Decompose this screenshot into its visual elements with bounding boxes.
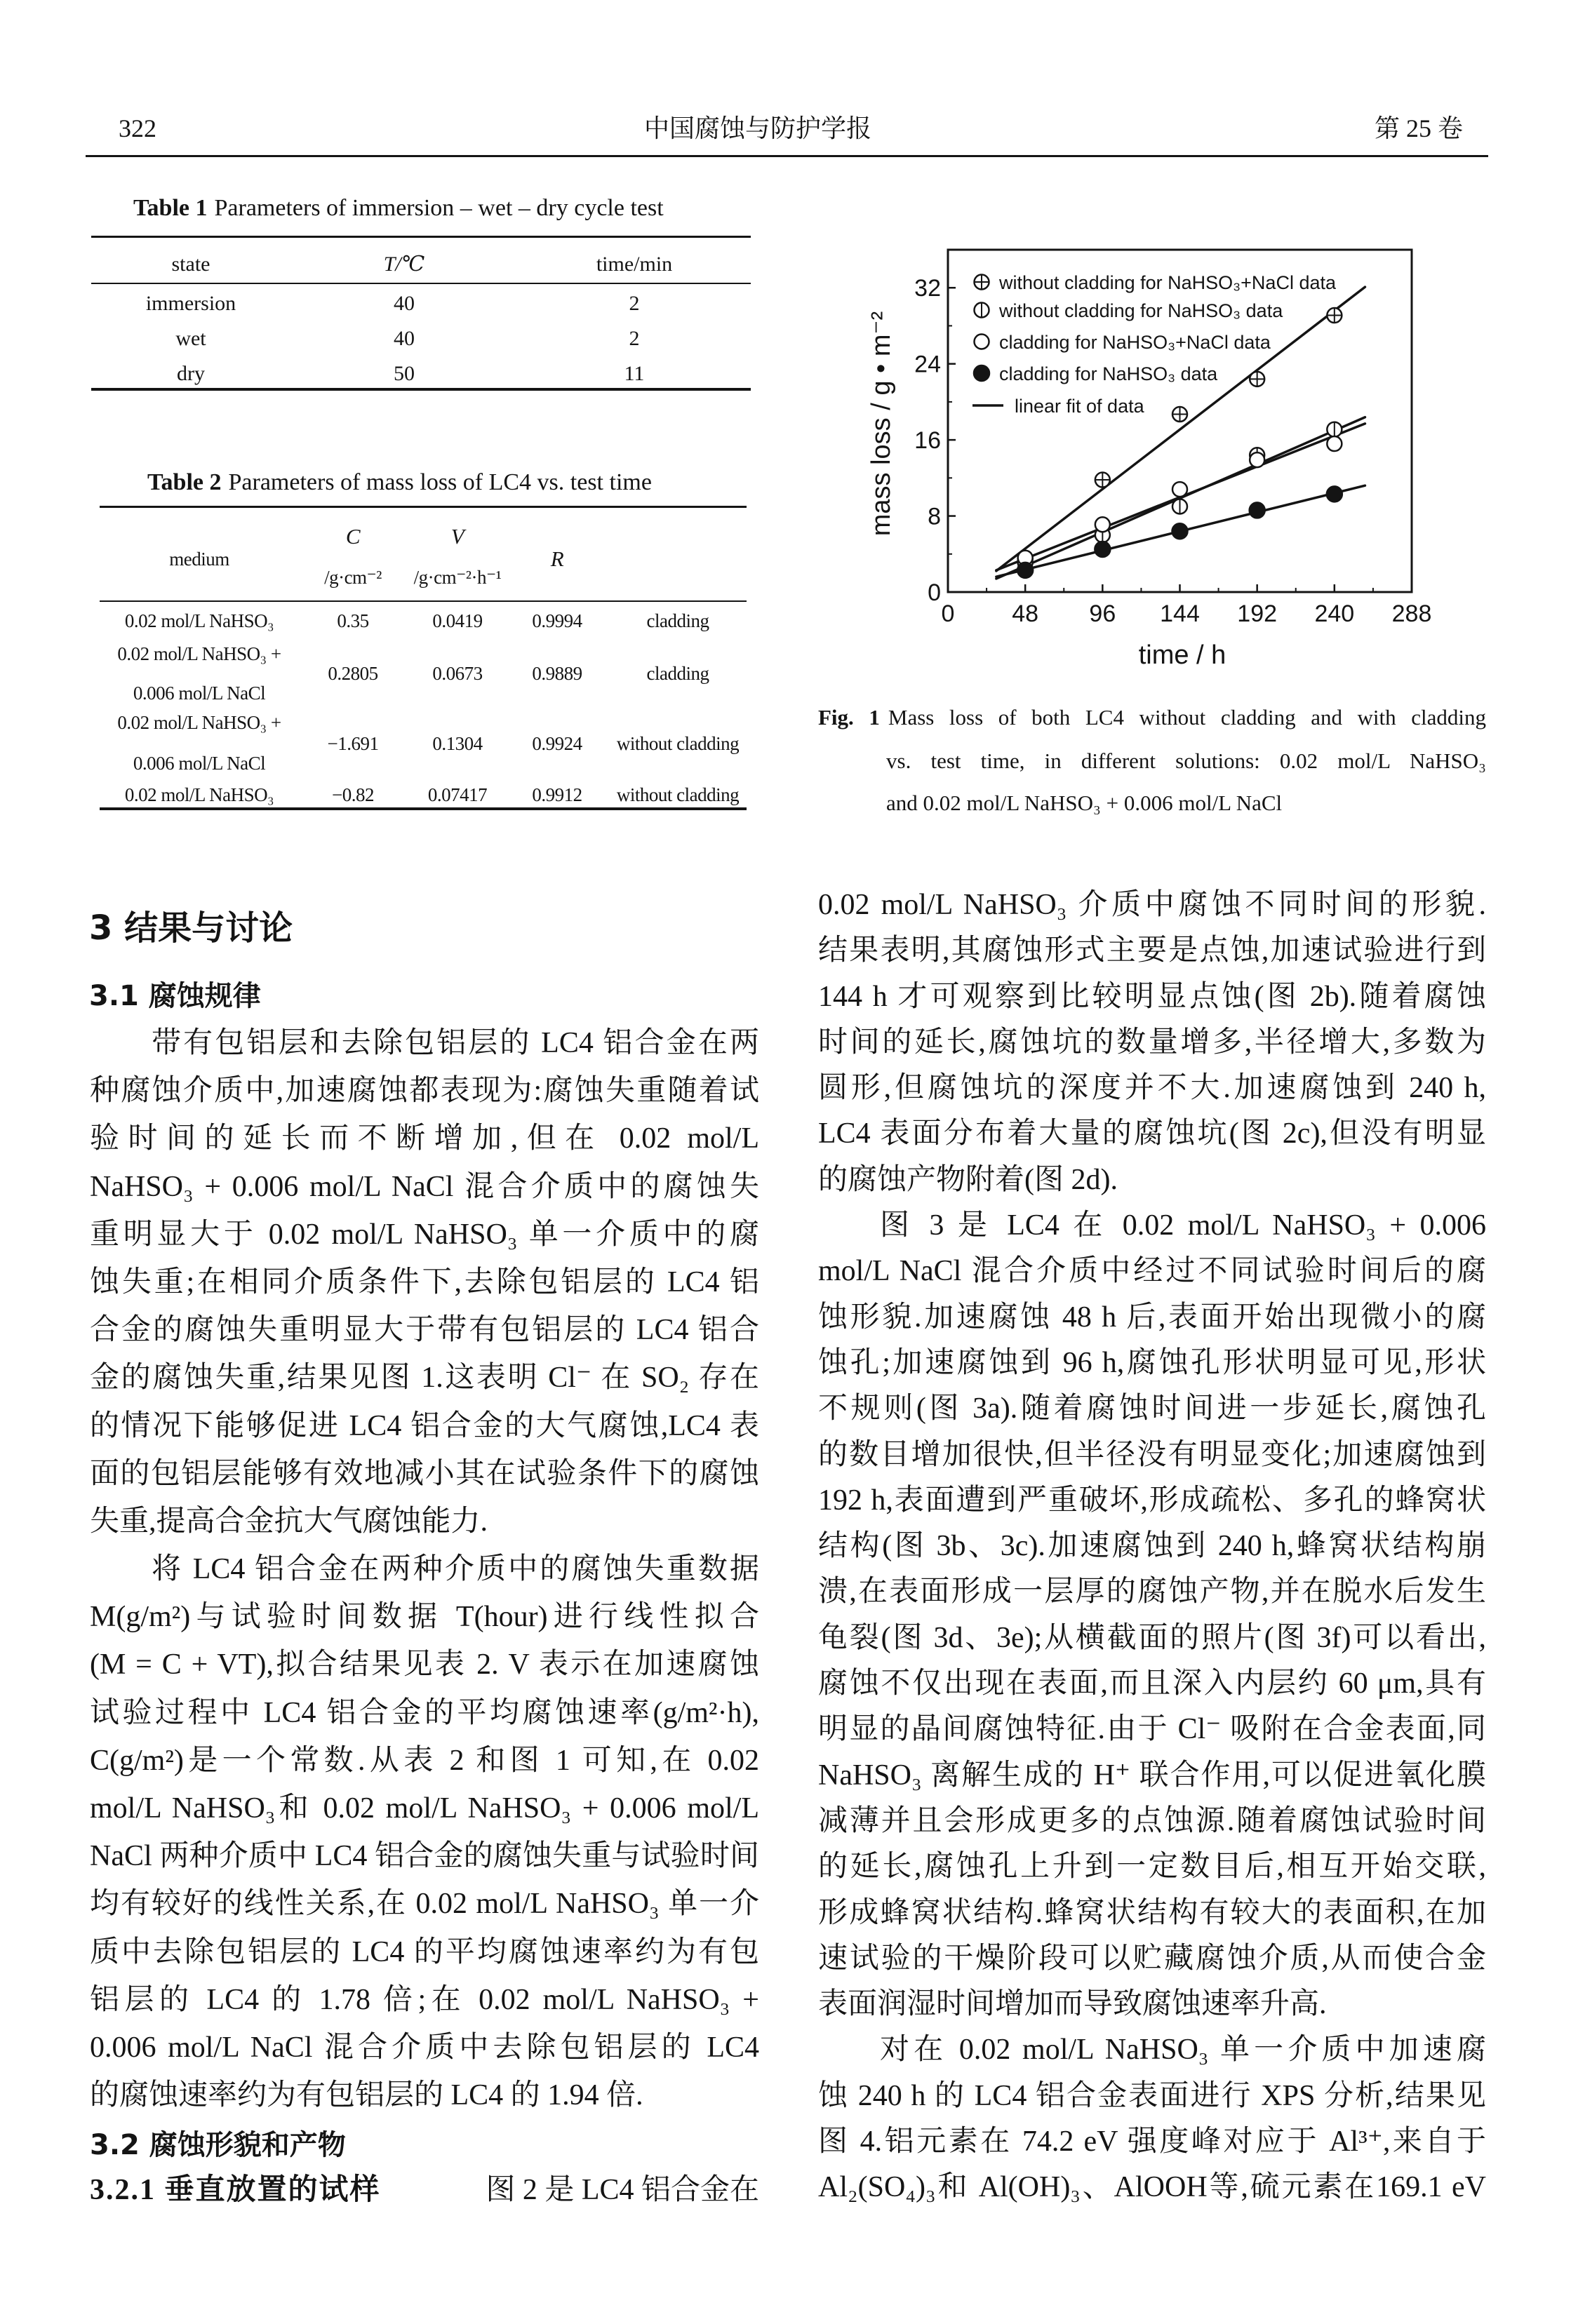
y-tick-label: 8 (928, 503, 941, 530)
table2-cell-r: 0.9912 (532, 784, 582, 805)
table2-cell-c: −1.691 (327, 733, 379, 754)
text-line: 图 4.铝元素在 74.2 eV 强度峰对应于 Al³⁺,来自于 (818, 2125, 1486, 2158)
table2-cell-r: 0.9889 (532, 663, 582, 684)
table1-cell: 40 (394, 292, 415, 315)
text-line: 减薄并且会形成更多的点蚀源.随着腐蚀试验时间 (818, 1804, 1486, 1837)
table2-header-v-unit: /g·cm⁻²·h⁻¹ (413, 567, 502, 588)
figure1-caption-line (818, 704, 1486, 732)
subsection-heading: 3.1 腐蚀规律 (89, 980, 261, 1012)
text-line: 0.02 mol/L NaHSO₃ 介质中腐蚀不同时间的形貌. (818, 889, 1486, 921)
text-line: 验时间的延长而不断增加,但在 0.02 mol/L (90, 1122, 759, 1155)
text-line: 腐蚀不仅出现在表面,而且深入内层约 60 μm,具有 (818, 1667, 1486, 1700)
right-column-body (818, 882, 1486, 2211)
text-line: LC4 表面分布着大量的腐蚀坑(图 2c),但没有明显 (818, 1117, 1486, 1150)
table2-cell-c: 0.35 (337, 610, 369, 631)
text-line: Al₂(SO₄)₃和 Al(OH)₃、AlOOH等,硫元素在169.1 eV (818, 2171, 1486, 2204)
circle-plus-marker-icon (1172, 407, 1187, 422)
legend-circle-plus-marker-icon (975, 275, 989, 290)
filled-circle-marker-icon (1250, 502, 1265, 518)
filled-circle-marker-icon-circle (1172, 523, 1188, 539)
text-line: 的延长,腐蚀孔上升到一定数目后,相互开始交联, (818, 1851, 1486, 1883)
table2-cell-v: 0.1304 (432, 733, 483, 754)
table2-cell-type: cladding (646, 663, 709, 684)
legend-label: cladding for NaHSO₃+NaCl data (999, 332, 1271, 353)
filled-circle-marker-icon (1172, 523, 1188, 539)
circle-plus-marker-icon (1250, 372, 1264, 387)
text-line: 重明显大于 0.02 mol/L NaHSO₃ 单一介质中的腐 (90, 1218, 759, 1251)
x-tick-label: 144 (1160, 600, 1200, 627)
table2-header-rule (100, 600, 747, 602)
table1-cell: 50 (394, 362, 415, 385)
text-line: M(g/m²)与试验时间数据 T(hour)进行线性拟合 (90, 1601, 759, 1634)
x-tick-label: 288 (1391, 600, 1432, 627)
x-tick-label: 240 (1314, 600, 1355, 627)
mass-loss-chart (828, 231, 1502, 680)
text-line: 龟裂(图 3d、3e);从横截面的照片(图 3f)可以看出, (818, 1621, 1486, 1654)
table2-cell-medium: 0.02 mol/L NaHSO₃ (124, 784, 274, 805)
text-line: 的数目增加很快,但半径没有明显变化;加速腐蚀到 (818, 1438, 1486, 1471)
table2-header-r: R (550, 546, 564, 571)
text-line: C(g/m²)是一个常数.从表 2 和图 1 可知,在 0.02 (90, 1744, 759, 1777)
table1-top-rule (91, 236, 751, 238)
text-line: 将 LC4 铝合金在两种介质中的腐蚀失重数据 (152, 1553, 759, 1586)
table1-title-text: Parameters of immersion – wet – dry cycle test (214, 195, 664, 221)
table1-header-temperature: T/℃ (383, 253, 425, 276)
text-line: mol/L NaHSO₃和 0.02 mol/L NaHSO₃ + 0.006 mol/L (90, 1792, 759, 1825)
filled-circle-marker-icon (1327, 486, 1342, 502)
table2-bottom-rule (100, 807, 747, 810)
filled-circle-marker-icon-circle (1250, 502, 1265, 518)
y-tick-label: 24 (914, 351, 941, 378)
circle-vbar-marker-icon (1327, 422, 1342, 437)
text-line: 失重,提高合金抗大气腐蚀能力. (90, 1505, 488, 1538)
open-circle-marker-icon-circle (1327, 436, 1342, 451)
circle-plus-marker-icon (1327, 308, 1342, 323)
x-tick-label: 192 (1237, 600, 1278, 627)
table2-cell-r: 0.9924 (532, 733, 582, 754)
table2-cell-medium: 0.02 mol/L NaHSO₃ + (117, 712, 281, 733)
text-line: 速试验的干燥阶段可以贮藏腐蚀介质,从而使合金 (818, 1942, 1486, 1975)
legend-label: cladding for NaHSO₃ data (999, 363, 1218, 384)
table2-cell-v: 0.0673 (432, 663, 483, 684)
text-line: 质中去除包铝层的 LC4 的平均腐蚀速率约为有包 (90, 1935, 759, 1968)
table2-cell-type: cladding (646, 610, 709, 631)
text-line: NaCl 两种介质中 LC4 铝合金的腐蚀失重与试验时间 (90, 1840, 759, 1873)
y-tick-label: 32 (914, 275, 941, 302)
text-line: 蚀失重;在相同介质条件下,去除包铝层的 LC4 铝 (90, 1265, 759, 1298)
table1-cell: wet (175, 327, 206, 350)
table2-header-c-unit: /g·cm⁻² (324, 567, 382, 588)
y-axis-title: mass loss / g • m⁻² (867, 311, 896, 537)
table2-cell-medium: 0.02 mol/L NaHSO₃ (124, 610, 274, 631)
subsubsection-heading: 3.2.1 垂直放置的试样 (90, 2174, 381, 2206)
table1-cell: immersion (145, 292, 236, 315)
legend-label: without cladding for NaHSO₃ data (999, 300, 1283, 321)
text-line: 144 h 才可观察到比较明显点蚀(图 2b).随着腐蚀 (818, 980, 1486, 1013)
text-line: 合金的腐蚀失重明显大于带有包铝层的 LC4 铝合 (90, 1314, 759, 1347)
text-line: 蚀形貌.加速腐蚀 48 h 后,表面开始出现微小的腐 (818, 1301, 1486, 1334)
x-tick-label: 96 (1089, 600, 1116, 627)
table2-cell-v: 0.0419 (432, 610, 483, 631)
table2-cell-medium: 0.006 mol/L NaCl (133, 683, 266, 704)
text-line: NaHSO₃ + 0.006 mol/L NaCl 混合介质中的腐蚀失 (90, 1170, 759, 1203)
chart-legend (972, 272, 1337, 417)
text-line: 的腐蚀速率约为有包铝层的 LC4 的 1.94 倍. (90, 2079, 643, 2112)
filled-circle-marker-icon (1095, 542, 1110, 557)
volume-label: 第 25 卷 (1375, 114, 1464, 142)
y-tick-label: 0 (928, 579, 941, 606)
table1-cell: 40 (394, 327, 415, 350)
text-line: 对在 0.02 mol/L NaHSO₃ 单一介质中加速腐 (880, 2034, 1486, 2067)
figure1-label: Fig. 1 (818, 705, 880, 730)
legend-label: without cladding for NaHSO₃+NaCl data (999, 272, 1336, 293)
filled-circle-marker-icon-circle (1327, 486, 1342, 502)
left-column-body (90, 1019, 759, 2119)
table1-label: Table 1 (133, 195, 208, 221)
x-tick-label: 48 (1012, 600, 1039, 627)
text-line: 的情况下能够促进 LC4 铝合金的大气腐蚀,LC4 表 (90, 1409, 759, 1442)
text-line: 表面润湿时间增加而导致腐蚀速率升高. (818, 1988, 1327, 2021)
open-circle-marker-icon-circle (1095, 517, 1110, 532)
table2-cell-v: 0.07417 (427, 784, 488, 805)
text-line: 时间的延长,腐蚀坑的数量增多,半径增大,多数为 (818, 1026, 1486, 1059)
table1-title (133, 194, 664, 222)
text-line: 金的腐蚀失重,结果见图 1.这表明 Cl⁻ 在 SO₂ 存在 (90, 1362, 759, 1395)
table1-header-rule (91, 283, 751, 284)
text-line: 形成蜂窝状结构.蜂窝状结构有较大的表面积,在加 (818, 1896, 1486, 1929)
table2-header-v: V (450, 524, 464, 549)
open-circle-marker-icon (1172, 482, 1187, 497)
circle-vbar-marker-icon (1172, 499, 1187, 514)
table2-cell-c: −0.82 (332, 784, 374, 805)
subsection-heading: 3.2 腐蚀形貌和产物 (90, 2129, 346, 2161)
text-line: 蚀孔;加速腐蚀到 96 h,腐蚀孔形状明显可见,形状 (818, 1346, 1486, 1379)
table2-cell-c: 0.2805 (328, 663, 378, 684)
figure1-caption-text: Mass loss of both LC4 without cladding and with cladding (888, 705, 1486, 730)
text-line: 不规则(图 3a).随着腐蚀时间进一步延长,腐蚀孔 (818, 1392, 1486, 1425)
subsubsection-text: 图 2 是 LC4 铝合金在 (486, 2174, 759, 2206)
legend-open-circle-marker-icon-circle (975, 335, 989, 349)
table1-bottom-rule (91, 388, 751, 391)
table2-header-medium: medium (169, 549, 229, 570)
table1-header-time: time/min (596, 253, 673, 276)
legend-label: linear fit of data (1015, 396, 1144, 417)
filled-circle-marker-icon-circle (1095, 542, 1110, 557)
table2-header-c: C (345, 524, 361, 549)
table1-cell: 2 (629, 292, 640, 315)
text-line: 圆形,但腐蚀坑的深度并不大.加速腐蚀到 240 h, (818, 1072, 1486, 1105)
text-line: 0.006 mol/L NaCl 混合介质中去除包铝层的 LC4 (90, 2031, 759, 2064)
section-heading: 3 结果与讨论 (89, 908, 293, 948)
table1-cell: dry (177, 362, 205, 385)
text-line: mol/L NaCl 混合介质中经过不同试验时间后的腐 (818, 1255, 1486, 1288)
table2-title-text: Parameters of mass loss of LC4 vs. test time (228, 469, 652, 495)
text-line: 溃,在表面形成一层厚的腐蚀产物,并在脱水后发生 (818, 1576, 1486, 1608)
table2-cell-medium: 0.02 mol/L NaHSO₃ + (117, 643, 281, 664)
open-circle-marker-icon (1327, 436, 1342, 451)
legend-circle-vbar-marker-icon (975, 303, 989, 318)
open-circle-marker-icon (1095, 517, 1110, 532)
text-line: (M = C + VT),拟合结果见表 2. V 表示在加速腐蚀 (90, 1648, 759, 1681)
text-line: 铝层的 LC4 的 1.78 倍;在 0.02 mol/L NaHSO₃ + (90, 1983, 759, 2016)
table1-header-state: state (171, 253, 210, 276)
text-line: 试验过程中 LC4 铝合金的平均腐蚀速率(g/m²·h), (90, 1696, 759, 1729)
circle-plus-marker-icon (1095, 473, 1110, 488)
header-rule (86, 155, 1488, 157)
table2-cell-r: 0.9994 (532, 610, 582, 631)
table1-cell: 11 (624, 362, 645, 385)
legend-open-circle-marker-icon (975, 335, 989, 349)
table2-title (147, 469, 652, 497)
legend-filled-circle-marker-icon-circle (974, 365, 989, 381)
y-tick-label: 16 (914, 427, 941, 455)
journal-title: 中国腐蚀与防护学报 (644, 114, 872, 142)
text-line: 明显的晶间腐蚀特征.由于 Cl⁻ 吸附在合金表面,同 (818, 1713, 1486, 1746)
subsubsection-line (90, 2175, 759, 2205)
text-line: 带有包铝层和去除包铝层的 LC4 铝合金在两 (152, 1027, 759, 1059)
text-line: NaHSO₃ 离解生成的 H⁺ 联合作用,可以促进氧化膜 (818, 1759, 1486, 1792)
open-circle-marker-icon (1250, 452, 1264, 467)
open-circle-marker-icon-circle (1172, 482, 1187, 497)
open-circle-marker-icon-circle (1250, 452, 1264, 467)
table1-cell: 2 (629, 327, 640, 350)
text-line: 图 3 是 LC4 在 0.02 mol/L NaHSO₃ + 0.006 (880, 1209, 1486, 1242)
text-line: 面的包铝层能够有效地减小其在试验条件下的腐蚀 (90, 1457, 759, 1490)
text-line: 的腐蚀产物附着(图 2d). (818, 1163, 1118, 1196)
figure1-caption-line: and 0.02 mol/L NaHSO₃ + 0.006 mol/L NaCl (886, 791, 1283, 815)
legend-filled-circle-marker-icon (974, 365, 989, 381)
x-tick-label: 0 (941, 600, 955, 627)
table2-cell-type: without cladding (616, 784, 740, 805)
x-axis-title: time / h (1138, 640, 1226, 670)
table2-top-rule (100, 506, 747, 508)
table2-cell-medium: 0.006 mol/L NaCl (133, 753, 266, 774)
text-line: 蚀 240 h 的 LC4 铝合金表面进行 XPS 分析,结果见 (818, 2079, 1486, 2112)
filled-circle-marker-icon (1017, 563, 1033, 578)
figure1-caption-line: vs. test time, in different solutions: 0.02 mol/L NaHSO₃ (886, 748, 1486, 773)
text-line: 结构(图 3b、3c).加速腐蚀到 240 h,蜂窝状结构崩 (818, 1530, 1486, 1563)
table2-cell-type: without cladding (616, 733, 740, 754)
text-line: 种腐蚀介质中,加速腐蚀都表现为:腐蚀失重随着试 (90, 1075, 759, 1108)
page-number: 322 (119, 114, 156, 142)
filled-circle-marker-icon-circle (1017, 563, 1033, 578)
text-line: 均有较好的线性关系,在 0.02 mol/L NaHSO₃ 单一介 (90, 1888, 759, 1921)
table2-label: Table 2 (147, 469, 222, 495)
text-line: 192 h,表面遭到严重破坏,形成疏松、多孔的蜂窝状 (818, 1484, 1486, 1517)
text-line: 结果表明,其腐蚀形式主要是点蚀,加速试验进行到 (818, 934, 1486, 967)
